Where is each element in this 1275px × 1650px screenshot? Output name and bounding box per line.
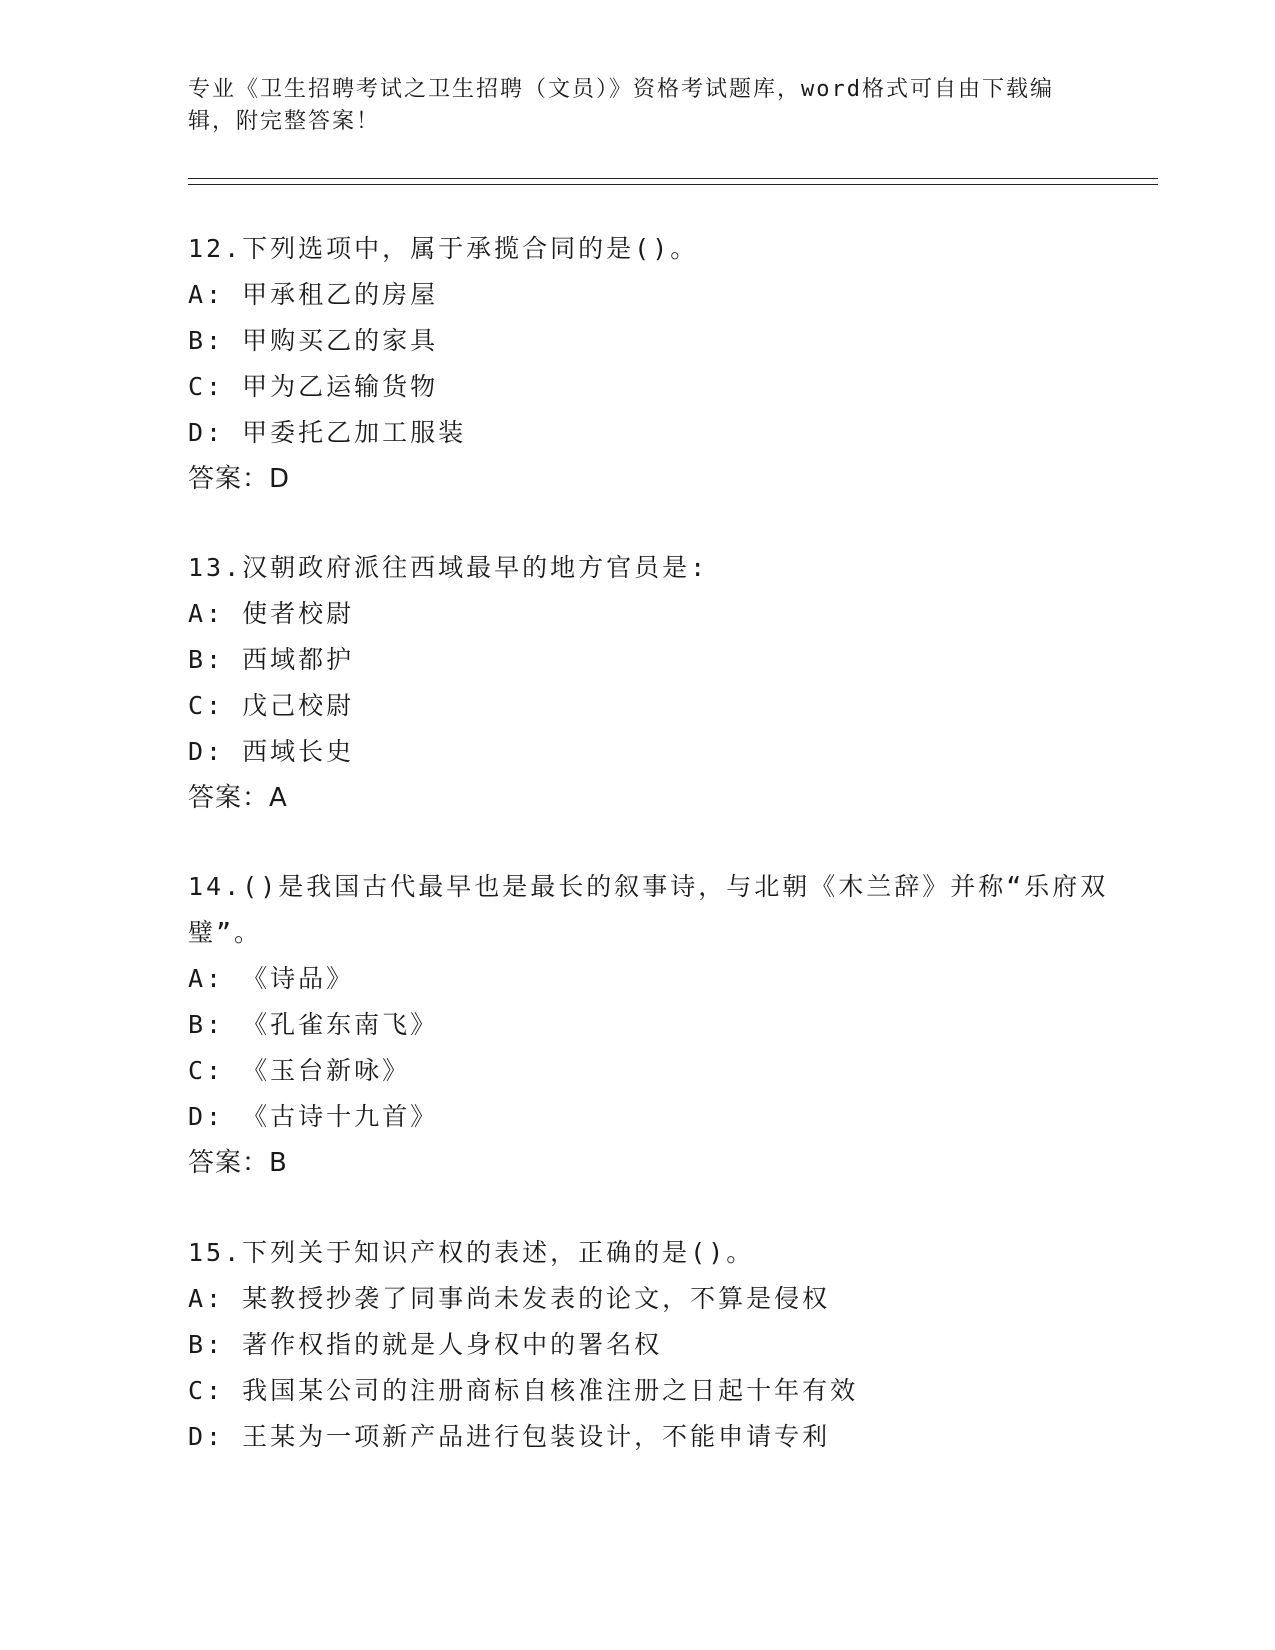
option-b: B: 西域都护 <box>188 645 355 674</box>
answer: 答案：D <box>188 464 291 494</box>
question-stem: 15.下列关于知识产权的表述，正确的是()。 <box>188 1238 755 1267</box>
option-d: D: 西域长史 <box>188 737 355 766</box>
question-stem: 14.()是我国古代最早也是最长的叙事诗，与北朝《木兰辞》并称“乐府双璧”。 <box>188 872 1109 947</box>
option-b: B: 《孔雀东南飞》 <box>188 1010 439 1039</box>
option-c: C: 《玉台新咏》 <box>188 1056 411 1085</box>
option-a: A: 《诗品》 <box>188 964 355 993</box>
answer: 答案：A <box>188 783 288 813</box>
answer: 答案：B <box>188 1148 288 1178</box>
question-13 <box>188 545 1118 821</box>
header-divider <box>188 178 1158 185</box>
option-c: C: 甲为乙运输货物 <box>188 372 439 401</box>
option-d: D: 《古诗十九首》 <box>188 1102 439 1131</box>
option-b: B: 著作权指的就是人身权中的署名权 <box>188 1330 663 1359</box>
question-stem: 12.下列选项中，属于承揽合同的是()。 <box>188 234 699 263</box>
question-15 <box>188 1230 1118 1460</box>
question-stem: 13.汉朝政府派往西域最早的地方官员是: <box>188 553 709 582</box>
option-d: D: 王某为一项新产品进行包装设计，不能申请专利 <box>188 1422 831 1451</box>
option-c: C: 我国某公司的注册商标自核准注册之日起十年有效 <box>188 1376 859 1405</box>
option-a: A: 甲承租乙的房屋 <box>188 280 439 309</box>
question-12 <box>188 226 1118 502</box>
option-a: A: 使者校尉 <box>188 599 355 628</box>
option-d: D: 甲委托乙加工服装 <box>188 418 467 447</box>
option-b: B: 甲购买乙的家具 <box>188 326 439 355</box>
question-14 <box>188 864 1118 1186</box>
option-c: C: 戊己校尉 <box>188 691 355 720</box>
document-header: 专业《卫生招聘考试之卫生招聘（文员）》资格考试题库，word格式可自由下载编辑，附完整答案！ <box>188 77 1054 134</box>
option-a: A: 某教授抄袭了同事尚未发表的论文，不算是侵权 <box>188 1284 831 1313</box>
